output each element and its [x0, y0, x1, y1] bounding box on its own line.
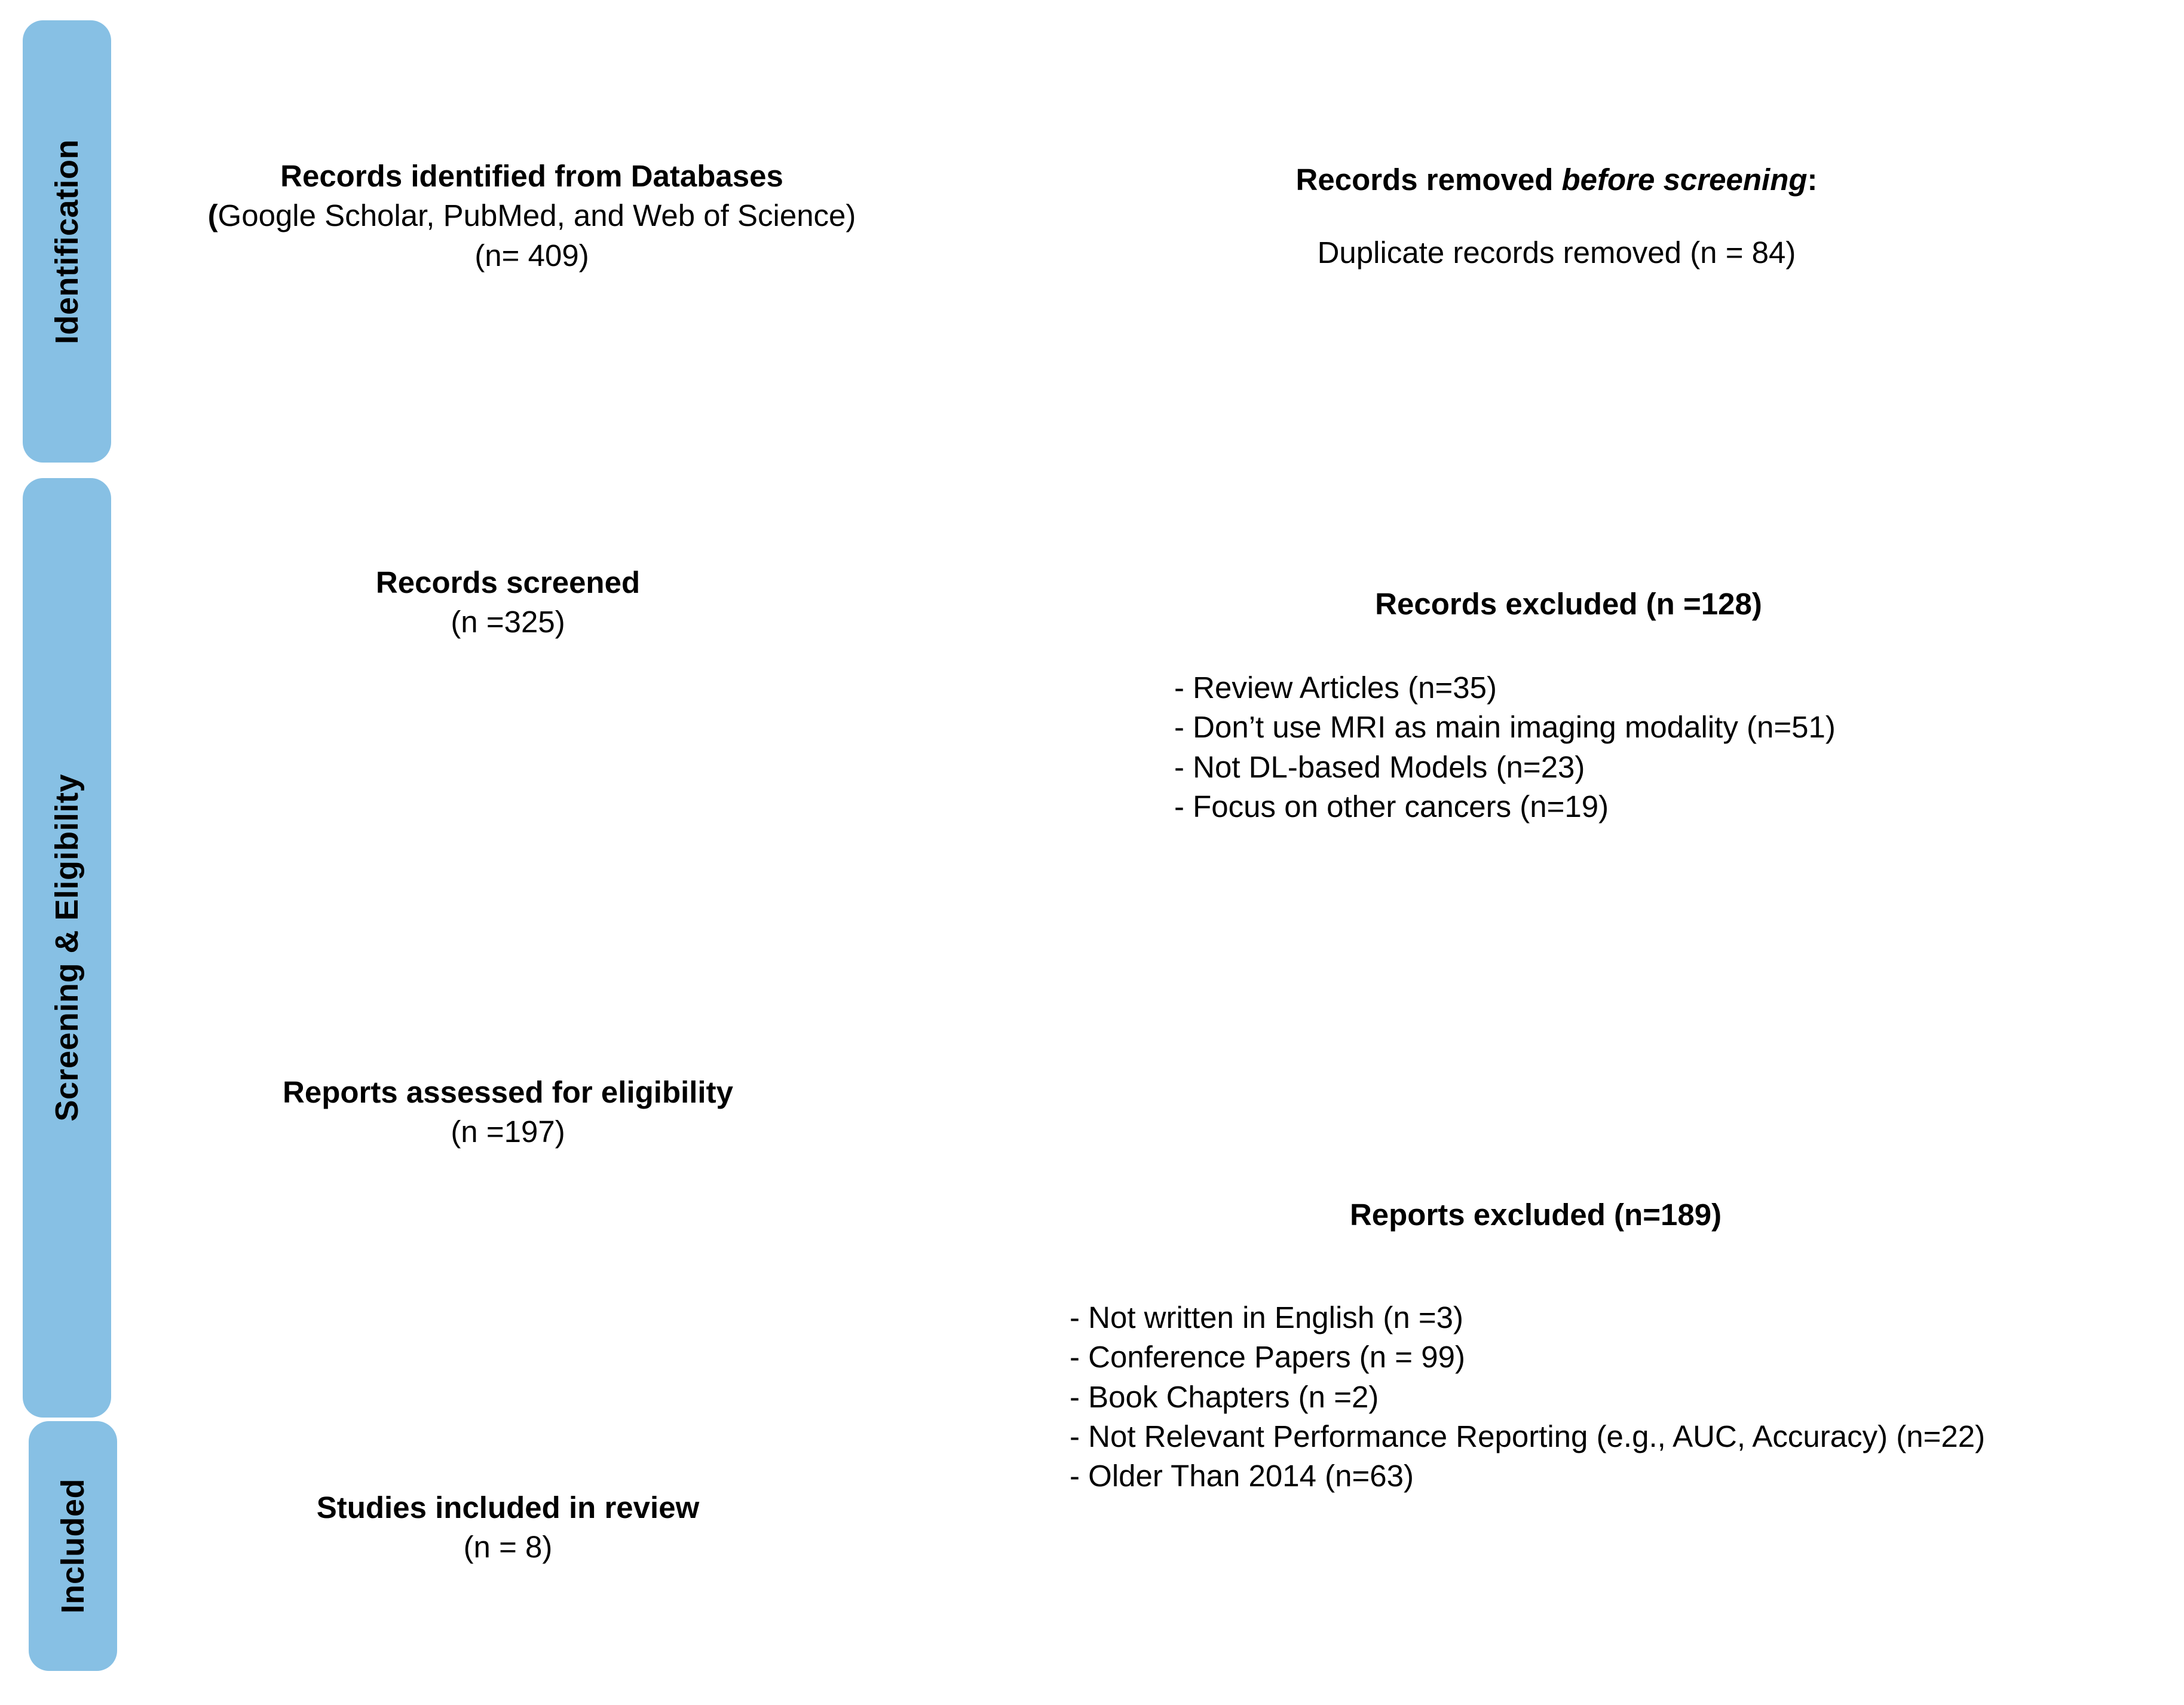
- records-identified-heading: Records identified from Databases: [280, 159, 783, 193]
- reports-assessed-count: (n =197): [451, 1115, 565, 1149]
- reports-assessed-heading: Reports assessed for eligibility: [283, 1075, 733, 1109]
- reports-excluded-heading: Reports excluded (n=189): [1349, 1198, 1722, 1232]
- studies-included-count: (n = 8): [463, 1530, 553, 1565]
- records-screened-count: (n =325): [451, 605, 565, 639]
- records-excluded-heading-block: [1150, 584, 1987, 624]
- stage-label-included: Included: [55, 1478, 91, 1614]
- studies-included-heading: Studies included in review: [316, 1490, 700, 1525]
- list-item: - Don’t use MRI as main imaging modality (n=51): [1174, 710, 1836, 745]
- records-excluded-heading: Records excluded (n =128): [1375, 587, 1762, 621]
- list-item: - Focus on other cancers (n=19): [1174, 789, 1609, 824]
- records-excluded-reasons-list: [1174, 668, 2160, 827]
- records-identified-open-paren: (: [207, 198, 218, 233]
- records-identified-block: [203, 157, 860, 276]
- stage-bar-screening-eligibility: [23, 478, 111, 1418]
- records-removed-block: [1228, 160, 1885, 273]
- records-removed-heading-emphasis: before screening: [1561, 163, 1808, 197]
- reports-excluded-heading-block: [1117, 1195, 1954, 1235]
- records-identified-sources: [203, 196, 860, 235]
- list-item: - Conference Papers (n = 99): [1070, 1340, 1465, 1375]
- list-item: - Review Articles (n=35): [1174, 671, 1497, 705]
- stage-bar-identification: [23, 20, 111, 463]
- records-removed-heading-suffix: :: [1807, 163, 1818, 197]
- reports-excluded-reasons-list: [1070, 1298, 2184, 1496]
- reports-assessed-block: [179, 1073, 837, 1152]
- list-item: - Not DL-based Models (n=23): [1174, 749, 1585, 784]
- stage-label-screening-eligibility: Screening & Eligibility: [49, 774, 85, 1122]
- records-removed-heading: [1228, 160, 1885, 200]
- records-removed-heading-prefix: Records removed: [1295, 163, 1562, 197]
- records-screened-block: [287, 563, 729, 642]
- studies-included-block: [239, 1488, 777, 1568]
- list-item: - Not Relevant Performance Reporting (e.g., AUC, Accuracy) (n=22): [1070, 1419, 1986, 1453]
- records-screened-heading: Records screened: [375, 565, 641, 599]
- list-item: - Older Than 2014 (n=63): [1070, 1459, 1414, 1493]
- records-identified-sources-text: Google Scholar, PubMed, and Web of Science): [218, 198, 856, 233]
- stage-bar-included: [29, 1421, 117, 1671]
- stage-label-identification: Identification: [49, 139, 85, 344]
- list-item: - Not written in English (n =3): [1070, 1300, 1464, 1334]
- duplicate-records-removed-detail: Duplicate records removed (n = 84): [1317, 235, 1796, 270]
- records-identified-count: (n= 409): [474, 238, 589, 273]
- list-item: - Book Chapters (n =2): [1070, 1379, 1379, 1414]
